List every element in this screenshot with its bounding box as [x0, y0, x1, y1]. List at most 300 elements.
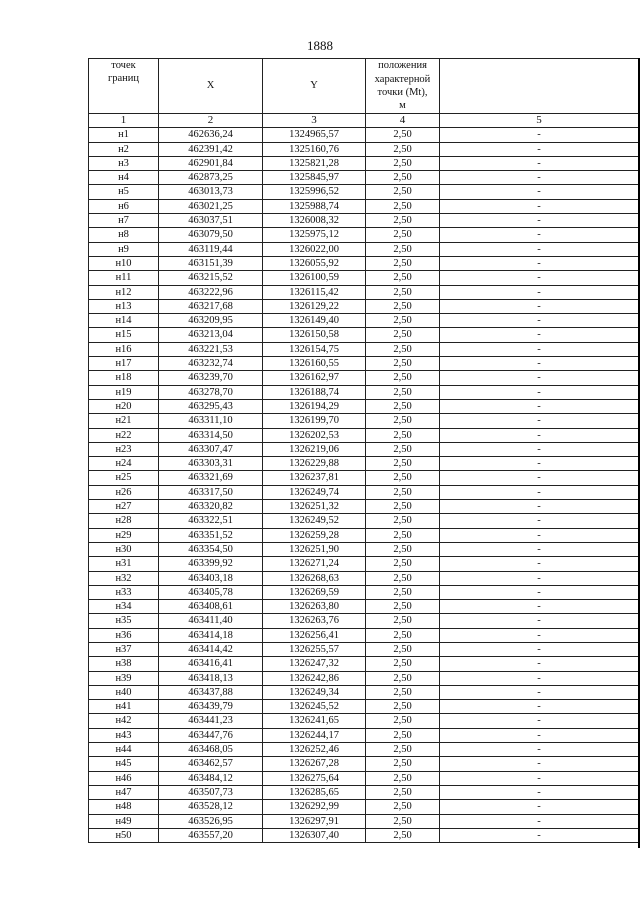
point-id: н28 — [89, 514, 159, 528]
position-accuracy: 2,50 — [366, 171, 440, 185]
note: - — [440, 557, 639, 571]
x-coordinate: 463462,57 — [159, 757, 263, 771]
point-id: н23 — [89, 442, 159, 456]
y-coordinate: 1326219,06 — [263, 442, 366, 456]
point-id: н2 — [89, 142, 159, 156]
position-accuracy: 2,50 — [366, 185, 440, 199]
position-accuracy: 2,50 — [366, 457, 440, 471]
point-id: н15 — [89, 328, 159, 342]
point-id: н26 — [89, 485, 159, 499]
point-id: н11 — [89, 271, 159, 285]
position-accuracy: 2,50 — [366, 557, 440, 571]
x-coordinate: 463416,41 — [159, 657, 263, 671]
y-coordinate: 1326267,28 — [263, 757, 366, 771]
position-accuracy: 2,50 — [366, 771, 440, 785]
table-row — [89, 357, 639, 371]
point-id: н43 — [89, 728, 159, 742]
position-accuracy: 2,50 — [366, 485, 440, 499]
note: - — [440, 185, 639, 199]
column-number: 3 — [263, 114, 366, 128]
x-coordinate: 463239,70 — [159, 371, 263, 385]
x-coordinate: 463307,47 — [159, 442, 263, 456]
x-coordinate: 463526,95 — [159, 814, 263, 828]
table-row — [89, 814, 639, 828]
table-row — [89, 557, 639, 571]
x-coordinate: 463209,95 — [159, 314, 263, 328]
note: - — [440, 371, 639, 385]
table-row — [89, 471, 639, 485]
point-id: н41 — [89, 700, 159, 714]
x-coordinate: 463414,18 — [159, 628, 263, 642]
point-id: н18 — [89, 371, 159, 385]
coordinates-table — [88, 58, 639, 843]
point-id: н44 — [89, 743, 159, 757]
x-coordinate: 463403,18 — [159, 571, 263, 585]
position-accuracy: 2,50 — [366, 228, 440, 242]
point-id: н38 — [89, 657, 159, 671]
note: - — [440, 528, 639, 542]
position-accuracy: 2,50 — [366, 142, 440, 156]
point-id: н10 — [89, 256, 159, 270]
y-coordinate: 1326199,70 — [263, 414, 366, 428]
note: - — [440, 128, 639, 142]
y-coordinate: 1326100,59 — [263, 271, 366, 285]
point-id: н22 — [89, 428, 159, 442]
table-row — [89, 728, 639, 742]
x-coordinate: 463399,92 — [159, 557, 263, 571]
note: - — [440, 757, 639, 771]
point-id: н20 — [89, 399, 159, 413]
x-coordinate: 463414,42 — [159, 642, 263, 656]
x-coordinate: 463151,39 — [159, 256, 263, 270]
point-id: н48 — [89, 800, 159, 814]
table-row — [89, 542, 639, 556]
note: - — [440, 728, 639, 742]
table-row — [89, 171, 639, 185]
position-accuracy: 2,50 — [366, 357, 440, 371]
point-id: н37 — [89, 642, 159, 656]
y-coordinate: 1326263,76 — [263, 614, 366, 628]
position-accuracy: 2,50 — [366, 828, 440, 842]
point-id: н4 — [89, 171, 159, 185]
note: - — [440, 642, 639, 656]
y-coordinate: 1326269,59 — [263, 585, 366, 599]
y-coordinate: 1326263,80 — [263, 600, 366, 614]
note: - — [440, 299, 639, 313]
point-id: н39 — [89, 671, 159, 685]
position-accuracy: 2,50 — [366, 156, 440, 170]
y-coordinate: 1326022,00 — [263, 242, 366, 256]
x-coordinate: 463314,50 — [159, 428, 263, 442]
y-coordinate: 1326129,22 — [263, 299, 366, 313]
point-id: н19 — [89, 385, 159, 399]
point-id: н50 — [89, 828, 159, 842]
x-coordinate: 463119,44 — [159, 242, 263, 256]
point-id: н12 — [89, 285, 159, 299]
note: - — [440, 600, 639, 614]
x-coordinate: 463507,73 — [159, 785, 263, 799]
column-number: 5 — [440, 114, 639, 128]
header-position: положения характерной точки (Mt), м — [366, 59, 440, 114]
note: - — [440, 156, 639, 170]
table-row — [89, 700, 639, 714]
position-accuracy: 2,50 — [366, 385, 440, 399]
table-row — [89, 314, 639, 328]
table-row — [89, 657, 639, 671]
point-id: н29 — [89, 528, 159, 542]
x-coordinate: 462636,24 — [159, 128, 263, 142]
note: - — [440, 814, 639, 828]
note: - — [440, 671, 639, 685]
table-row — [89, 571, 639, 585]
y-coordinate: 1324965,57 — [263, 128, 366, 142]
x-coordinate: 463484,12 — [159, 771, 263, 785]
x-coordinate: 463222,96 — [159, 285, 263, 299]
y-coordinate: 1325160,76 — [263, 142, 366, 156]
x-coordinate: 463437,88 — [159, 685, 263, 699]
table-row — [89, 828, 639, 842]
point-id: н5 — [89, 185, 159, 199]
note: - — [440, 414, 639, 428]
y-coordinate: 1326297,91 — [263, 814, 366, 828]
x-coordinate: 463528,12 — [159, 800, 263, 814]
y-coordinate: 1326268,63 — [263, 571, 366, 585]
point-id: н27 — [89, 500, 159, 514]
y-coordinate: 1326252,46 — [263, 743, 366, 757]
x-coordinate: 463079,50 — [159, 228, 263, 242]
position-accuracy: 2,50 — [366, 314, 440, 328]
position-accuracy: 2,50 — [366, 628, 440, 642]
note: - — [440, 485, 639, 499]
note: - — [440, 357, 639, 371]
table-row — [89, 743, 639, 757]
table-row — [89, 414, 639, 428]
table-row — [89, 299, 639, 313]
point-id: н9 — [89, 242, 159, 256]
page-number: 1888 — [307, 38, 333, 53]
y-coordinate: 1326285,65 — [263, 785, 366, 799]
position-accuracy: 2,50 — [366, 242, 440, 256]
y-coordinate: 1326255,57 — [263, 642, 366, 656]
x-coordinate: 463303,31 — [159, 457, 263, 471]
y-coordinate: 1326194,29 — [263, 399, 366, 413]
table-row — [89, 385, 639, 399]
table-row — [89, 328, 639, 342]
table-row — [89, 757, 639, 771]
position-accuracy: 2,50 — [366, 128, 440, 142]
note: - — [440, 214, 639, 228]
position-accuracy: 2,50 — [366, 785, 440, 799]
column-number: 2 — [159, 114, 263, 128]
point-id: н25 — [89, 471, 159, 485]
y-coordinate: 1326162,97 — [263, 371, 366, 385]
x-coordinate: 463405,78 — [159, 585, 263, 599]
table-row — [89, 600, 639, 614]
note: - — [440, 785, 639, 799]
position-accuracy: 2,50 — [366, 528, 440, 542]
x-coordinate: 463408,61 — [159, 600, 263, 614]
note: - — [440, 314, 639, 328]
table-row — [89, 771, 639, 785]
position-accuracy: 2,50 — [366, 800, 440, 814]
note: - — [440, 828, 639, 842]
note: - — [440, 199, 639, 213]
table-row — [89, 457, 639, 471]
point-id: н35 — [89, 614, 159, 628]
x-coordinate: 463021,25 — [159, 199, 263, 213]
note: - — [440, 585, 639, 599]
table-row — [89, 399, 639, 413]
point-id: н8 — [89, 228, 159, 242]
point-id: н17 — [89, 357, 159, 371]
note: - — [440, 514, 639, 528]
x-coordinate: 462901,84 — [159, 156, 263, 170]
position-accuracy: 2,50 — [366, 814, 440, 828]
position-accuracy: 2,50 — [366, 514, 440, 528]
table-row — [89, 271, 639, 285]
point-id: н14 — [89, 314, 159, 328]
note: - — [440, 500, 639, 514]
x-coordinate: 463037,51 — [159, 214, 263, 228]
note: - — [440, 657, 639, 671]
point-id: н45 — [89, 757, 159, 771]
table-row — [89, 514, 639, 528]
position-accuracy: 2,50 — [366, 428, 440, 442]
note: - — [440, 471, 639, 485]
y-coordinate: 1326249,74 — [263, 485, 366, 499]
point-id: н3 — [89, 156, 159, 170]
position-accuracy: 2,50 — [366, 471, 440, 485]
y-coordinate: 1326115,42 — [263, 285, 366, 299]
x-coordinate: 463215,52 — [159, 271, 263, 285]
table-row — [89, 142, 639, 156]
note: - — [440, 714, 639, 728]
x-coordinate: 463418,13 — [159, 671, 263, 685]
y-coordinate: 1326188,74 — [263, 385, 366, 399]
x-coordinate: 463441,23 — [159, 714, 263, 728]
point-id: н46 — [89, 771, 159, 785]
point-id: н47 — [89, 785, 159, 799]
point-id: н34 — [89, 600, 159, 614]
note: - — [440, 328, 639, 342]
note: - — [440, 385, 639, 399]
y-coordinate: 1326241,65 — [263, 714, 366, 728]
y-coordinate: 1325821,28 — [263, 156, 366, 170]
x-coordinate: 463447,76 — [159, 728, 263, 742]
position-accuracy: 2,50 — [366, 285, 440, 299]
table-row — [89, 800, 639, 814]
position-accuracy: 2,50 — [366, 256, 440, 270]
position-accuracy: 2,50 — [366, 571, 440, 585]
header-point: точек границ — [89, 59, 159, 114]
position-accuracy: 2,50 — [366, 371, 440, 385]
table-row — [89, 671, 639, 685]
position-accuracy: 2,50 — [366, 757, 440, 771]
note: - — [440, 271, 639, 285]
note: - — [440, 743, 639, 757]
x-coordinate: 463411,40 — [159, 614, 263, 628]
point-id: н24 — [89, 457, 159, 471]
note: - — [440, 399, 639, 413]
position-accuracy: 2,50 — [366, 728, 440, 742]
table-row — [89, 628, 639, 642]
x-coordinate: 463354,50 — [159, 542, 263, 556]
x-coordinate: 463321,69 — [159, 471, 263, 485]
note: - — [440, 685, 639, 699]
point-id: н33 — [89, 585, 159, 599]
position-accuracy: 2,50 — [366, 214, 440, 228]
position-accuracy: 2,50 — [366, 342, 440, 356]
y-coordinate: 1326249,52 — [263, 514, 366, 528]
x-coordinate: 463013,73 — [159, 185, 263, 199]
note: - — [440, 171, 639, 185]
point-id: н6 — [89, 199, 159, 213]
y-coordinate: 1326202,53 — [263, 428, 366, 442]
table-row — [89, 214, 639, 228]
y-coordinate: 1326244,17 — [263, 728, 366, 742]
table-row — [89, 285, 639, 299]
y-coordinate: 1326271,24 — [263, 557, 366, 571]
point-id: н13 — [89, 299, 159, 313]
note: - — [440, 285, 639, 299]
y-coordinate: 1326247,32 — [263, 657, 366, 671]
position-accuracy: 2,50 — [366, 299, 440, 313]
position-accuracy: 2,50 — [366, 414, 440, 428]
position-accuracy: 2,50 — [366, 685, 440, 699]
y-coordinate: 1326245,52 — [263, 700, 366, 714]
table-row — [89, 428, 639, 442]
position-accuracy: 2,50 — [366, 743, 440, 757]
position-accuracy: 2,50 — [366, 657, 440, 671]
point-id: н21 — [89, 414, 159, 428]
x-coordinate: 463221,53 — [159, 342, 263, 356]
x-coordinate: 463557,20 — [159, 828, 263, 842]
position-accuracy: 2,50 — [366, 271, 440, 285]
x-coordinate: 463311,10 — [159, 414, 263, 428]
table-row — [89, 585, 639, 599]
y-coordinate: 1326008,32 — [263, 214, 366, 228]
note: - — [440, 342, 639, 356]
table-row — [89, 342, 639, 356]
table-row — [89, 442, 639, 456]
position-accuracy: 2,50 — [366, 199, 440, 213]
table-row — [89, 685, 639, 699]
table-row — [89, 485, 639, 499]
y-coordinate: 1325988,74 — [263, 199, 366, 213]
point-id: н32 — [89, 571, 159, 585]
x-coordinate: 463317,50 — [159, 485, 263, 499]
note: - — [440, 628, 639, 642]
table-row — [89, 156, 639, 170]
position-accuracy: 2,50 — [366, 585, 440, 599]
y-coordinate: 1326259,28 — [263, 528, 366, 542]
note: - — [440, 571, 639, 585]
note: - — [440, 142, 639, 156]
position-accuracy: 2,50 — [366, 442, 440, 456]
position-accuracy: 2,50 — [366, 500, 440, 514]
note: - — [440, 614, 639, 628]
note: - — [440, 442, 639, 456]
x-coordinate: 463232,74 — [159, 357, 263, 371]
point-id: н7 — [89, 214, 159, 228]
note: - — [440, 457, 639, 471]
table-row — [89, 500, 639, 514]
x-coordinate: 462391,42 — [159, 142, 263, 156]
y-coordinate: 1326160,55 — [263, 357, 366, 371]
table-row — [89, 642, 639, 656]
point-id: н1 — [89, 128, 159, 142]
note: - — [440, 242, 639, 256]
position-accuracy: 2,50 — [366, 328, 440, 342]
column-number: 4 — [366, 114, 440, 128]
y-coordinate: 1326251,90 — [263, 542, 366, 556]
table-row — [89, 371, 639, 385]
table-row — [89, 614, 639, 628]
table-row — [89, 128, 639, 142]
column-number-row — [89, 114, 639, 128]
x-coordinate: 463295,43 — [159, 399, 263, 413]
y-coordinate: 1326055,92 — [263, 256, 366, 270]
x-coordinate: 463351,52 — [159, 528, 263, 542]
y-coordinate: 1326275,64 — [263, 771, 366, 785]
table-row — [89, 242, 639, 256]
y-coordinate: 1326150,58 — [263, 328, 366, 342]
x-coordinate: 463213,04 — [159, 328, 263, 342]
table-row — [89, 185, 639, 199]
note: - — [440, 228, 639, 242]
y-coordinate: 1326242,86 — [263, 671, 366, 685]
point-id: н49 — [89, 814, 159, 828]
note: - — [440, 256, 639, 270]
position-accuracy: 2,50 — [366, 700, 440, 714]
point-id: н42 — [89, 714, 159, 728]
y-coordinate: 1326229,88 — [263, 457, 366, 471]
note: - — [440, 700, 639, 714]
table-row — [89, 199, 639, 213]
x-coordinate: 462873,25 — [159, 171, 263, 185]
x-coordinate: 463320,82 — [159, 500, 263, 514]
position-accuracy: 2,50 — [366, 714, 440, 728]
header-y: Y — [263, 59, 366, 114]
position-accuracy: 2,50 — [366, 614, 440, 628]
y-coordinate: 1325996,52 — [263, 185, 366, 199]
x-coordinate: 463439,79 — [159, 700, 263, 714]
table-row — [89, 714, 639, 728]
note: - — [440, 542, 639, 556]
point-id: н16 — [89, 342, 159, 356]
y-coordinate: 1326307,40 — [263, 828, 366, 842]
column-number: 1 — [89, 114, 159, 128]
note: - — [440, 428, 639, 442]
position-accuracy: 2,50 — [366, 399, 440, 413]
y-coordinate: 1326251,32 — [263, 500, 366, 514]
position-accuracy: 2,50 — [366, 671, 440, 685]
table-row — [89, 256, 639, 270]
header-row — [89, 59, 639, 114]
y-coordinate: 1326154,75 — [263, 342, 366, 356]
y-coordinate: 1326149,40 — [263, 314, 366, 328]
point-id: н30 — [89, 542, 159, 556]
table-row — [89, 528, 639, 542]
position-accuracy: 2,50 — [366, 642, 440, 656]
y-coordinate: 1325975,12 — [263, 228, 366, 242]
y-coordinate: 1326256,41 — [263, 628, 366, 642]
y-coordinate: 1326237,81 — [263, 471, 366, 485]
point-id: н36 — [89, 628, 159, 642]
point-id: н31 — [89, 557, 159, 571]
table-row — [89, 228, 639, 242]
y-coordinate: 1326292,99 — [263, 800, 366, 814]
